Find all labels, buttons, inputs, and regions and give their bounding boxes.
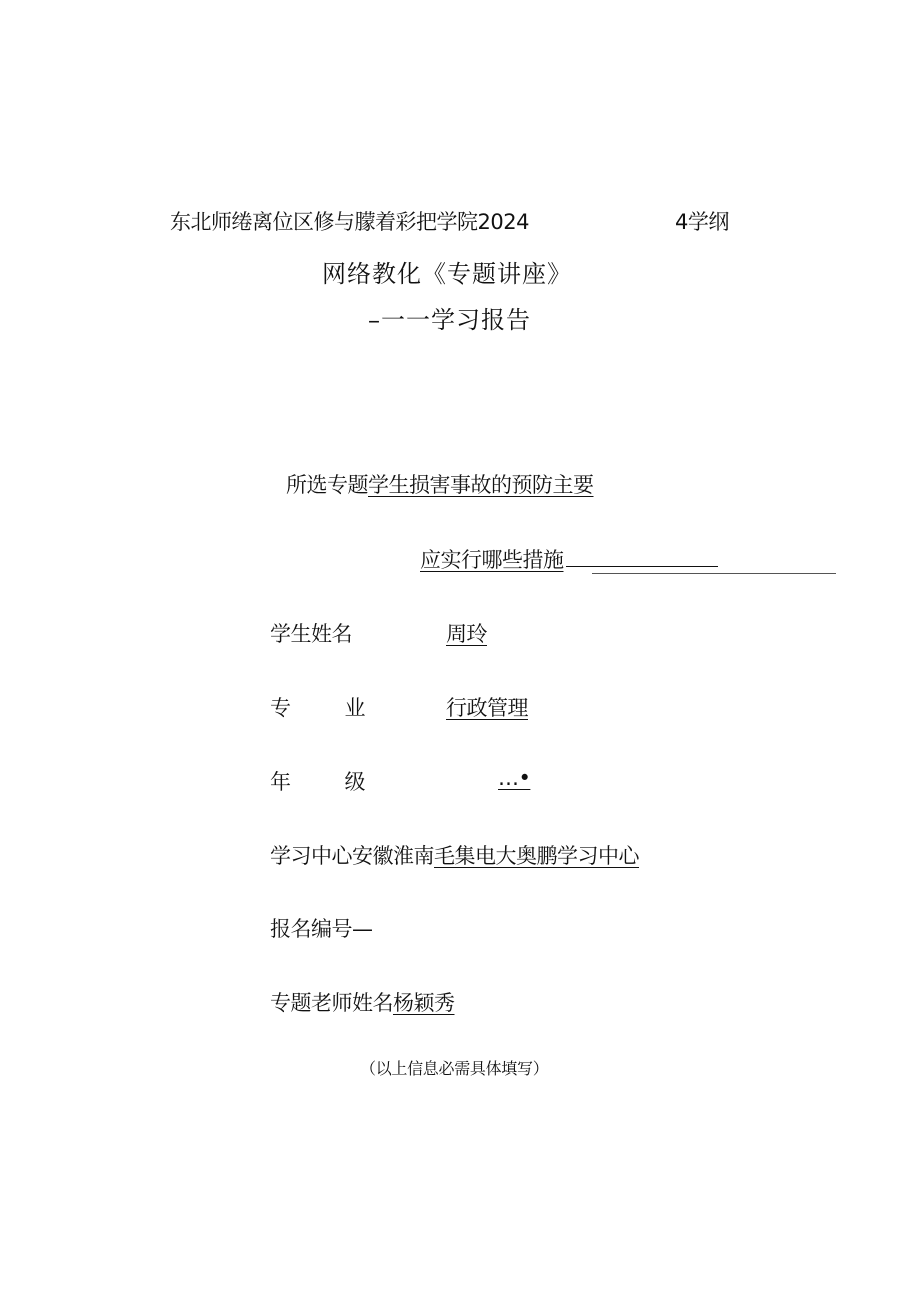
header-institution: 东北师绻离位区修与朦着彩把学院2024: [170, 210, 529, 234]
topic-blank-line: [566, 565, 718, 567]
teacher-value: 杨颖秀: [393, 991, 455, 1015]
teacher-label: 专题老师姓名: [270, 991, 393, 1015]
major-value: 行政管理: [446, 696, 528, 720]
document-title: 网络教化《专题讲座》: [322, 260, 572, 288]
topic-label: 所选专题: [286, 473, 368, 497]
topic-value-2: 应实行哪些措施: [420, 548, 564, 572]
header-grade: 4学纲: [674, 210, 729, 234]
document-subtitle: –一一学习报告: [368, 306, 531, 334]
header-line: [170, 206, 729, 236]
grade-label-char-2: 级: [344, 770, 365, 794]
topic-rule: [592, 573, 836, 574]
topic-value-1: 学生损害事故的预防主要: [368, 473, 594, 497]
name-label: 学生姓名: [270, 622, 352, 646]
name-value: 周玲: [446, 622, 487, 646]
major-label: [270, 692, 365, 722]
grade-value: …•: [498, 766, 531, 790]
grade-label: [270, 766, 365, 796]
major-label-char-2: 业: [344, 696, 365, 720]
fill-in-note: （以上信息必需具体填写）: [360, 1059, 549, 1078]
major-label-char-1: 专: [270, 696, 291, 720]
center-row: [270, 840, 639, 870]
center-value-plain: 安徽淮南: [352, 844, 434, 868]
grade-label-char-1: 年: [270, 770, 291, 794]
topic-line-1: [286, 469, 594, 499]
topic-line-2: [420, 544, 718, 574]
center-value-underlined: 毛集电大奥鹏学习中心: [434, 844, 639, 868]
teacher-row: [270, 987, 455, 1017]
regno-label: 报名编号—: [270, 917, 373, 941]
center-label: 学习中心: [270, 844, 352, 868]
